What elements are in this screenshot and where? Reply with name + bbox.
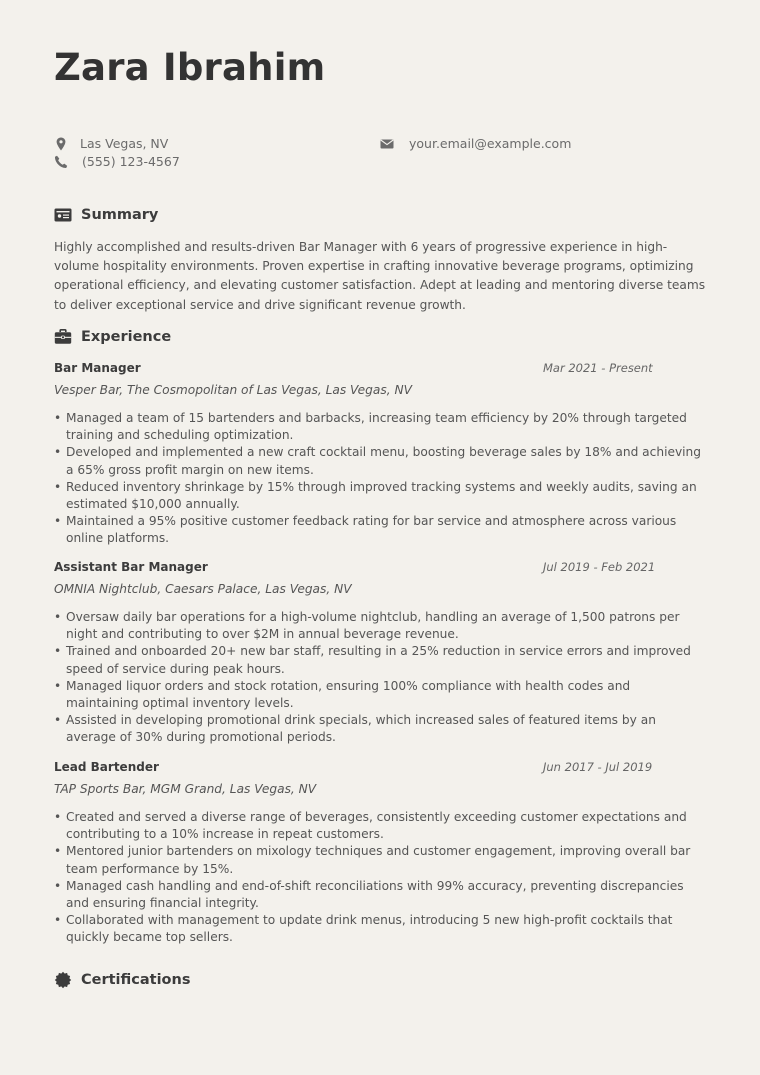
job-bullets (54, 609, 706, 747)
job-dates: Jun 2017 - Jul 2019 (543, 760, 653, 774)
contact-email[interactable] (380, 136, 571, 151)
certificate-badge-icon (54, 971, 72, 989)
bullet-item: • Developed and implemented a new craft cocktail menu, boosting beverage sales by 18% and achieving a 65% gross profit margin on new items. (54, 444, 706, 478)
job-bullets (54, 410, 706, 548)
job-title: Bar Manager (54, 361, 141, 375)
certifications-title: Certifications (81, 972, 191, 988)
experience-title: Experience (81, 329, 172, 345)
job-company: OMNIA Nightclub, Caesars Palace, Las Vegas, NV (54, 582, 352, 596)
bullet-item: • Collaborated with management to update drink menus, introducing 5 new high-profit cocktails that quickly became top sellers. (54, 912, 706, 946)
job-dates: Jul 2019 - Feb 2021 (543, 560, 656, 574)
job-title: Assistant Bar Manager (54, 560, 208, 574)
job-dates: Mar 2021 - Present (543, 361, 653, 375)
bullet-item: • Managed cash handling and end-of-shift reconciliations with 99% accuracy, preventing discrepancies and ensuring financial integrity. (54, 878, 706, 912)
summary-heading (54, 206, 158, 224)
briefcase-icon (54, 328, 72, 346)
contact-location (54, 136, 168, 151)
summary-text: Highly accomplished and results-driven Bar Manager with 6 years of progressive experience in high-volume hospitality environments. Proven expertise in crafting innovative beverage programs, optimizing operational efficiency, and elevating customer satisfaction. Adept at leading and mentoring diverse teams to deliver exceptional service and drive significant revenue growth. (54, 240, 706, 312)
bullet-item: • Mentored junior bartenders on mixology techniques and customer engagement, improving overall bar team performance by 15%. (54, 843, 706, 877)
email-text[interactable]: your.email@example.com (409, 136, 572, 151)
bullet-item: • Managed liquor orders and stock rotation, ensuring 100% compliance with health codes and maintaining optimal inventory levels. (54, 678, 706, 712)
bullet-item: • Managed a team of 15 bartenders and barbacks, increasing team efficiency by 20% through targeted training and scheduling optimization. (54, 410, 706, 444)
bullet-item: • Created and served a diverse range of beverages, consistently exceeding customer expectations and contributing to a 10% increase in repeat customers. (54, 809, 706, 843)
bullet-item: • Maintained a 95% positive customer feedback rating for bar service and atmosphere across various online platforms. (54, 513, 706, 547)
phone-text: (555) 123-4567 (82, 154, 180, 169)
location-text: Las Vegas, NV (80, 136, 169, 151)
bullet-item: • Reduced inventory shrinkage by 15% through improved tracking systems and weekly audits, saving an estimated $10,000 annually. (54, 479, 706, 513)
certifications-heading (54, 971, 190, 989)
job-entry (54, 361, 706, 548)
job-entry (54, 560, 706, 747)
job-company: TAP Sports Bar, MGM Grand, Las Vegas, NV (54, 782, 317, 796)
bullet-item: • Assisted in developing promotional drink specials, which increased sales of featured items by an average of 30% during promotional periods. (54, 712, 706, 746)
phone-icon (54, 155, 68, 169)
summary-title: Summary (81, 207, 159, 223)
envelope-icon (380, 137, 394, 151)
job-company: Vesper Bar, The Cosmopolitan of Las Vegas, Las Vegas, NV (54, 383, 412, 397)
id-card-icon (54, 206, 72, 224)
bullet-item: • Oversaw daily bar operations for a high-volume nightclub, handling an average of 1,500 patrons per night and contributing to over $2M in annual beverage revenue. (54, 609, 706, 643)
contact-phone (54, 154, 180, 169)
job-title: Lead Bartender (54, 760, 159, 774)
job-bullets (54, 809, 706, 947)
candidate-name: Zara Ibrahim (54, 46, 326, 89)
bullet-item: • Trained and onboarded 20+ new bar staff, resulting in a 25% reduction in service errors and improved speed of service during peak hours. (54, 643, 706, 677)
job-entry (54, 760, 706, 947)
experience-heading (54, 328, 171, 346)
map-pin-icon (54, 137, 68, 151)
